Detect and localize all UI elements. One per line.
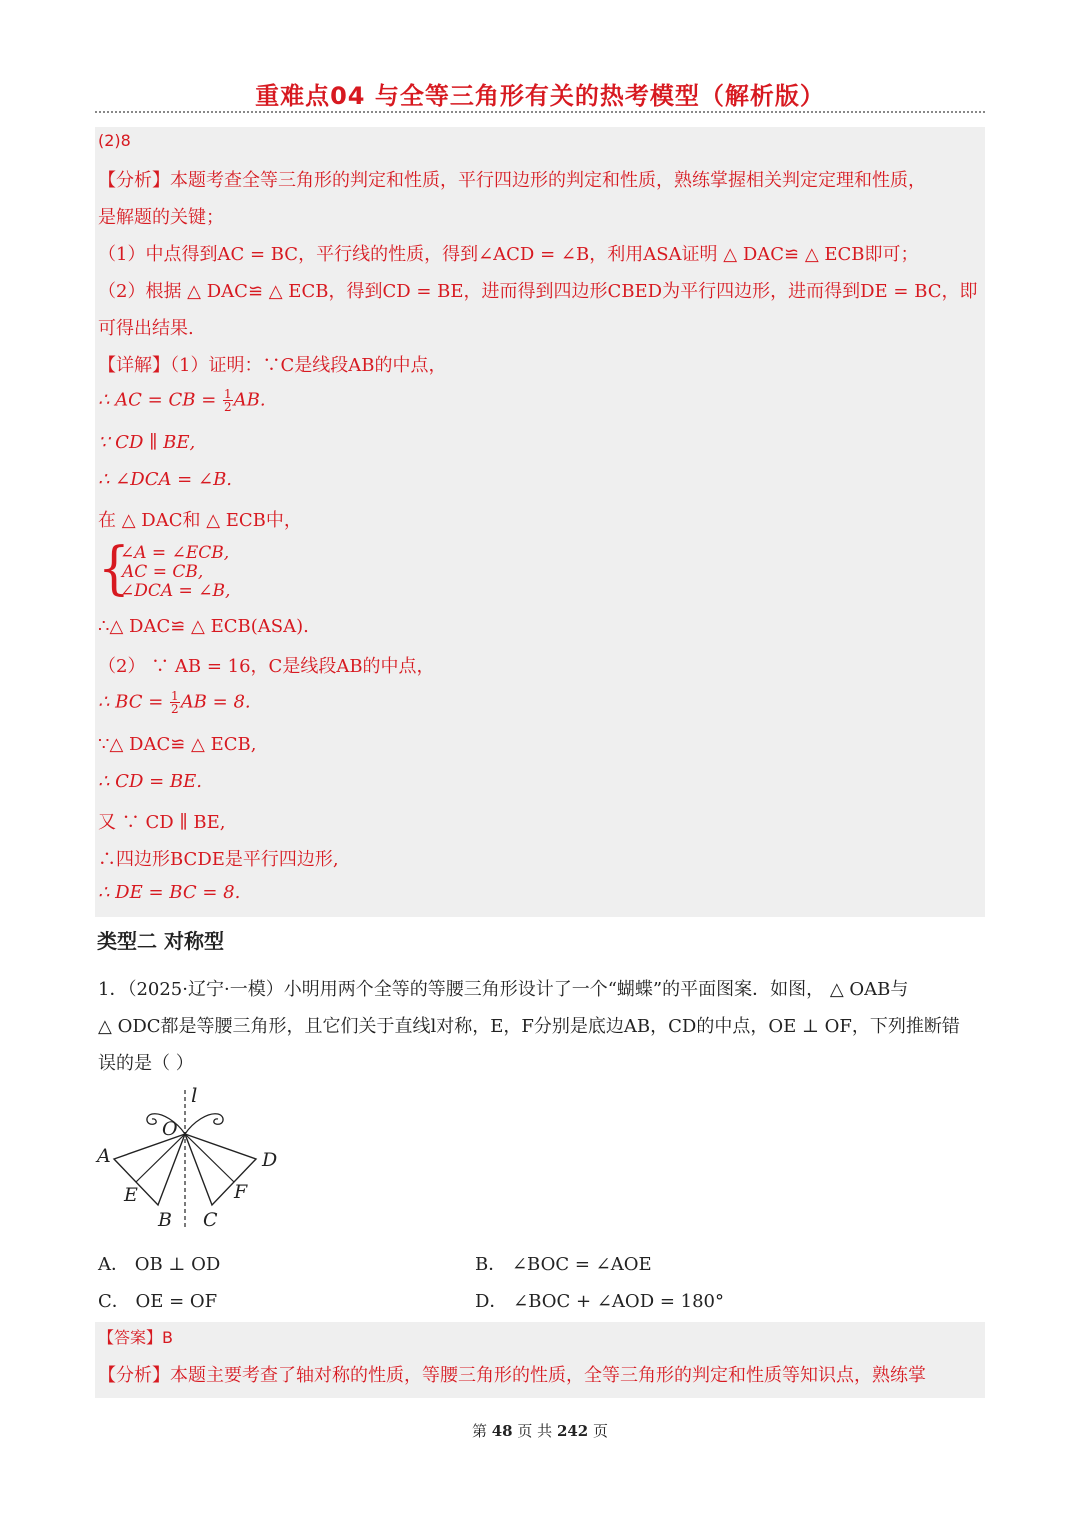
analysis-q1: 【分析】本题主要考查了轴对称的性质，等腰三角形的性质，全等三角形的判定和性质等知识点，熟练掌 bbox=[98, 1365, 926, 1386]
brace-line-2: AC = CB, bbox=[122, 562, 204, 582]
fraction-half bbox=[223, 388, 233, 413]
line-since-congruent: ∵△ DAC≌ △ ECB, bbox=[98, 734, 257, 755]
line-also-parallel: 又 ∵ CD ∥ BE, bbox=[98, 812, 226, 833]
line-parallelogram: ∴四边形BCDE是平行四边形, bbox=[98, 849, 339, 870]
question-line-3: 误的是（ ） bbox=[98, 1053, 194, 1074]
line-bc-value bbox=[98, 690, 251, 715]
label-o: O bbox=[162, 1118, 178, 1140]
line-angle-dca: ∴ ∠DCA = ∠B. bbox=[98, 469, 233, 490]
option-b[interactable]: B． ∠BOC = ∠AOE bbox=[475, 1254, 652, 1275]
line-ac-eq-cb-prefix: ∴ AC = CB = bbox=[98, 389, 222, 411]
footer-middle: 页 共 bbox=[512, 1422, 557, 1440]
analysis-step-2-line-2: 可得出结果. bbox=[98, 318, 194, 339]
brace-line-3: ∠DCA = ∠B, bbox=[120, 581, 231, 601]
label-l: l bbox=[191, 1083, 198, 1107]
fraction-half-2 bbox=[170, 690, 180, 715]
title-divider bbox=[95, 111, 985, 113]
footer-total-pages: 242 bbox=[556, 1422, 589, 1440]
label-c: C bbox=[203, 1209, 218, 1231]
label-f: F bbox=[234, 1181, 248, 1203]
line-ac-eq-cb bbox=[98, 388, 266, 413]
brace-symbol: { bbox=[98, 534, 130, 602]
right-antenna bbox=[185, 1114, 223, 1134]
part2-intro: （2） ∵ AB = 16，C是线段AB的中点， bbox=[98, 656, 435, 677]
fraction-denominator-2: 2 bbox=[171, 702, 179, 716]
section-heading: 类型二 对称型 bbox=[97, 929, 224, 953]
answer-label: (2)8 bbox=[98, 131, 131, 150]
line-ac-eq-cb-suffix: AB. bbox=[233, 389, 266, 411]
line-bc-suffix: AB = 8. bbox=[180, 691, 251, 713]
footer-suffix: 页 bbox=[588, 1422, 609, 1440]
line-bc-prefix: ∴ BC = bbox=[98, 691, 170, 713]
line-cd-parallel-be: ∵ CD ∥ BE, bbox=[98, 432, 196, 453]
line-final: ∴ DE = BC = 8. bbox=[98, 882, 241, 903]
label-e: E bbox=[124, 1184, 138, 1206]
line-cd-eq-be: ∴ CD = BE. bbox=[98, 771, 202, 792]
option-d[interactable]: D． ∠BOC + ∠AOD = 180° bbox=[475, 1291, 725, 1312]
analysis-line-2: 是解题的关键； bbox=[98, 207, 224, 228]
question-line-1: 1．（2025·辽宁·一模）小明用两个全等的等腰三角形设计了一个“蝴蝶”的平面图案．如图， △ OAB与 bbox=[98, 979, 909, 1000]
page-title: 重难点04 与全等三角形有关的热考模型（解析版） bbox=[255, 82, 825, 110]
brace-line-1: ∠A = ∠ECB, bbox=[120, 543, 230, 563]
fraction-denominator: 2 bbox=[224, 400, 232, 414]
analysis-step-1: （1）中点得到AC = BC，平行线的性质，得到∠ACD = ∠B，利用ASA证明 △ DAC≌ △ ECB即可； bbox=[98, 244, 919, 265]
question-line-2: △ ODC都是等腰三角形，且它们关于直线l对称，E，F分别是底边AB，CD的中点，OE ⊥ OF，下列推断错 bbox=[98, 1016, 960, 1037]
analysis-step-2-line-1: （2）根据 △ DAC≌ △ ECB，得到CD = BE，进而得到四边形CBED为平行四边形，进而得到DE = BC，即 bbox=[98, 281, 978, 302]
label-d: D bbox=[262, 1149, 278, 1171]
line-congruent: ∴△ DAC≌ △ ECB(ASA). bbox=[98, 616, 309, 637]
page-footer bbox=[0, 1420, 1080, 1441]
line-in-triangles: 在 △ DAC和 △ ECB中， bbox=[98, 510, 302, 531]
detail-intro: 【详解】（1）证明：∵C是线段AB的中点， bbox=[98, 355, 447, 376]
fraction-numerator-2: 1 bbox=[171, 689, 179, 703]
fraction-numerator: 1 bbox=[224, 387, 232, 401]
answer-label-q1: 【答案】B bbox=[98, 1328, 173, 1347]
footer-page-number: 48 bbox=[491, 1422, 513, 1440]
label-b: B bbox=[158, 1209, 172, 1231]
footer-prefix: 第 bbox=[471, 1422, 492, 1440]
segment-oe bbox=[136, 1134, 185, 1182]
option-a[interactable]: A． OB ⊥ OD bbox=[98, 1254, 221, 1275]
butterfly-figure bbox=[92, 1082, 292, 1232]
option-c[interactable]: C． OE = OF bbox=[98, 1291, 218, 1312]
segment-of bbox=[185, 1134, 234, 1182]
label-a: A bbox=[97, 1145, 111, 1167]
analysis-line-1: 【分析】本题考查全等三角形的判定和性质，平行四边形的判定和性质，熟练掌握相关判定定理和性质， bbox=[98, 170, 926, 191]
